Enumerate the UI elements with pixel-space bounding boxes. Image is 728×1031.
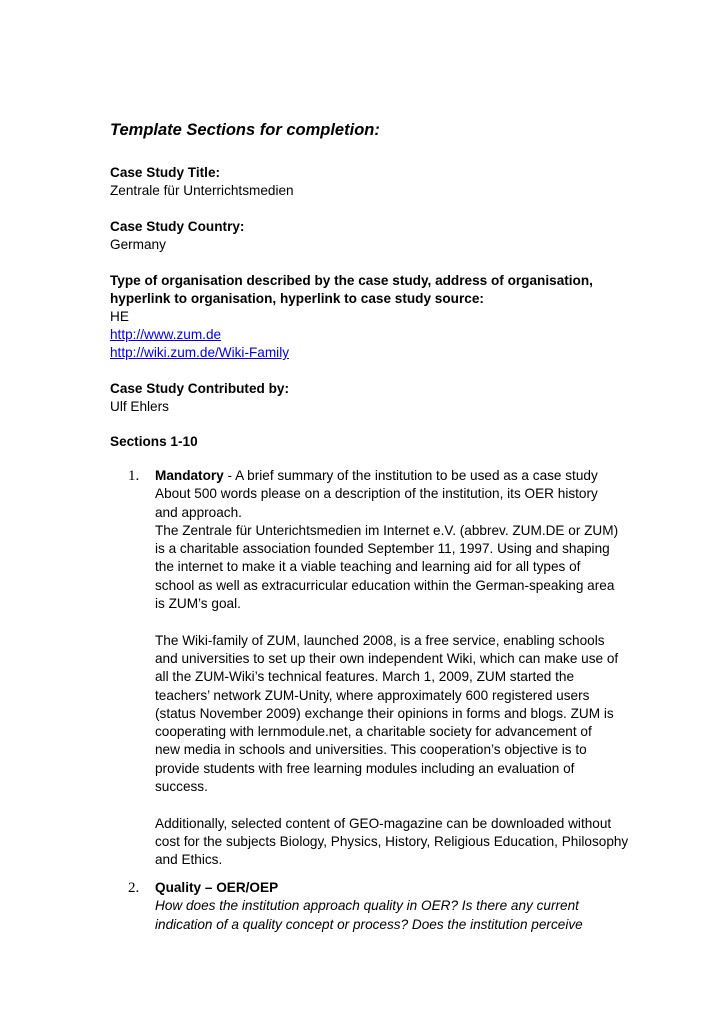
case-country-label: Case Study Country: — [110, 219, 245, 234]
item-title: Mandatory — [155, 468, 224, 483]
item-line: The Wiki-family of ZUM, launched 2008, is a free service, enabling schools — [155, 632, 605, 648]
case-title-section — [110, 164, 294, 200]
item-line: (status November 2009) exchange their opinions in forms and blogs. ZUM is — [155, 705, 614, 721]
item-line: all the ZUM-Wiki’s technical features. March 1, 2009, ZUM started the — [155, 669, 575, 685]
case-country-section — [110, 218, 244, 254]
case-title-value: Zentrale für Unterrichtsmedien — [110, 183, 294, 198]
organisation-link[interactable]: http://www.zum.de — [110, 327, 222, 342]
organisation-label-line1: Type of organisation described by the case study, address of organisation, — [110, 273, 593, 288]
item-line: The Zentrale für Unterichtsmedien im Internet e.V. (abbrev. ZUM.DE or ZUM) — [155, 522, 619, 538]
case-title-label: Case Study Title: — [110, 165, 221, 180]
item-line: school as well as extracurricular education within the German-speaking area — [155, 577, 615, 593]
page-title: Template Sections for completion: — [110, 121, 380, 139]
item-line: is a charitable association founded September 11, 1997. Using and shaping — [155, 541, 610, 557]
organisation-type: HE — [110, 309, 129, 324]
organisation-section — [110, 272, 593, 362]
item-line: and approach. — [155, 504, 242, 520]
list-item-number: 1. — [128, 468, 140, 484]
item-line: cooperating with lernmodule.net, a charitable society for advancement of — [155, 724, 592, 740]
organisation-label-line2: hyperlink to organisation, hyperlink to case study source: — [110, 291, 484, 306]
item-line: cost for the subjects Biology, Physics, History, Religious Education, Philosophy — [155, 833, 629, 849]
contributor-value: Ulf Ehlers — [110, 399, 169, 414]
sections-heading: Sections 1-10 — [110, 434, 198, 449]
item-line: and universities to set up their own independent Wiki, which can make use of — [155, 650, 619, 666]
item-line: About 500 words please on a description of the institution, its OER history — [155, 486, 598, 502]
item-line: provide students with free learning modules including an evaluation of — [155, 760, 575, 776]
case-country-value: Germany — [110, 237, 166, 252]
item-line: new media in schools and universities. This cooperation’s objective is to — [155, 742, 587, 758]
list-item — [155, 467, 629, 870]
list-item-number: 2. — [128, 880, 140, 896]
item-line: Additionally, selected content of GEO-magazine can be downloaded without — [155, 815, 612, 831]
item-title: Quality – OER/OEP — [155, 880, 279, 895]
item-line: indication of a quality concept or process? Does the institution perceive — [155, 916, 583, 932]
item-line: and Ethics. — [155, 852, 223, 868]
item-line: is ZUM’s goal. — [155, 596, 241, 612]
case-study-source-link[interactable]: http://wiki.zum.de/Wiki-Family — [110, 345, 290, 360]
item-line: teachers’ network ZUM-Unity, where approximately 600 registered users — [155, 687, 590, 703]
contributor-section — [110, 380, 289, 416]
item-line: How does the institution approach quality in OER? Is there any current — [155, 898, 579, 914]
contributor-label: Case Study Contributed by: — [110, 381, 289, 396]
item-line: the internet to make it a viable teaching and learning aid for all types of — [155, 559, 581, 575]
list-item — [155, 879, 625, 934]
item-line: success. — [155, 779, 208, 795]
item-title-rest: - A brief summary of the institution to be used as a case study — [223, 468, 598, 483]
